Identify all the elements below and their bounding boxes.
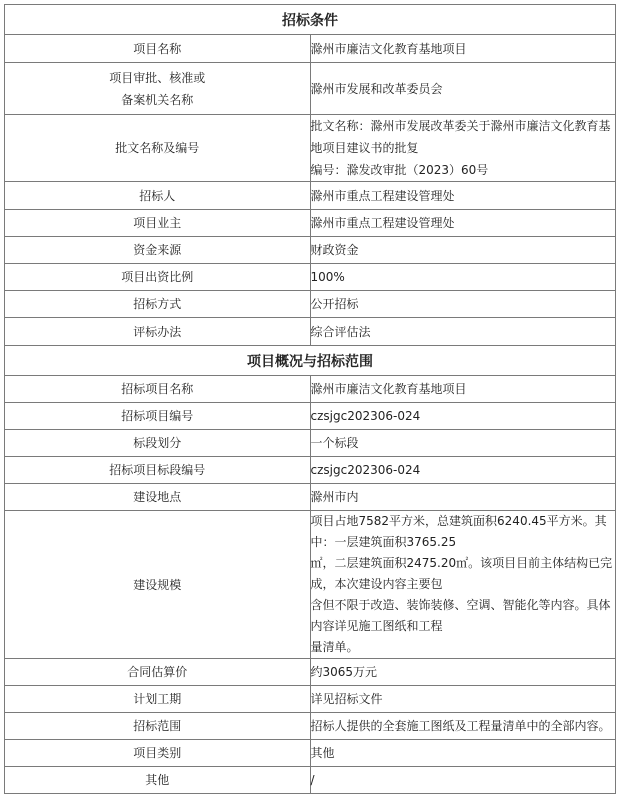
invest-ratio-value: 100% (310, 264, 616, 291)
approval-authority-value: 滁州市发展和改革委员会 (310, 63, 616, 115)
project-name-label: 项目名称 (5, 35, 311, 63)
scale-value (310, 511, 616, 659)
tender-info-table (4, 4, 616, 794)
approval-authority-label (5, 63, 311, 115)
bid-project-name-value: 滁州市廉洁文化教育基地项目 (310, 376, 616, 403)
section-title-tender-conditions: 招标条件 (5, 5, 616, 35)
other-value: / (310, 767, 616, 794)
funding-value: 财政资金 (310, 237, 616, 264)
bid-project-name-label: 招标项目名称 (5, 376, 311, 403)
section-no-label: 招标项目标段编号 (5, 457, 311, 484)
section-division-label: 标段划分 (5, 430, 311, 457)
bid-project-no-value: czsjgc202306-024 (310, 403, 616, 430)
section-no-value: czsjgc202306-024 (310, 457, 616, 484)
scale-label: 建设规模 (5, 511, 311, 659)
evaluation-label: 评标办法 (5, 318, 311, 346)
funding-label: 资金来源 (5, 237, 311, 264)
owner-label: 项目业主 (5, 210, 311, 237)
category-value: 其他 (310, 740, 616, 767)
period-label: 计划工期 (5, 686, 311, 713)
tender-range-value: 招标人提供的全套施工图纸及工程量清单中的全部内容。 (310, 713, 616, 740)
scale-line: 含但不限于改造、装饰装修、空调、智能化等内容。具体内容详见施工图纸和工程 (310, 598, 611, 633)
tender-method-value: 公开招标 (310, 291, 616, 318)
tender-method-label: 招标方式 (5, 291, 311, 318)
bid-project-no-label: 招标项目编号 (5, 403, 311, 430)
section-division-value: 一个标段 (310, 430, 616, 457)
scale-line: 项目占地7582平方米，总建筑面积6240.45平方米。其中：一层建筑面积3765.25 (310, 514, 607, 549)
evaluation-value: 综合评估法 (310, 318, 616, 346)
scale-line: 量清单。 (310, 640, 359, 654)
tender-range-label: 招标范围 (5, 713, 311, 740)
approval-doc-name: 批文名称：滁州市发展改革委关于滁州市廉洁文化教育基地项目建议书的批复 (310, 119, 611, 155)
invest-ratio-label: 项目出资比例 (5, 264, 311, 291)
period-value: 详见招标文件 (310, 686, 616, 713)
approval-doc-value (310, 115, 616, 182)
owner-value: 滁州市重点工程建设管理处 (310, 210, 616, 237)
approval-authority-label-line2: 备案机关名称 (121, 92, 194, 107)
project-name-value: 滁州市廉洁文化教育基地项目 (310, 35, 616, 63)
other-label: 其他 (5, 767, 311, 794)
scale-line: ㎡，二层建筑面积2475.20㎡。该项目目前主体结构已完成，本次建设内容主要包 (310, 556, 613, 591)
contract-price-value: 约3065万元 (310, 659, 616, 686)
approval-authority-label-line1: 项目审批、核准或 (109, 70, 206, 85)
category-label: 项目类别 (5, 740, 311, 767)
location-label: 建设地点 (5, 484, 311, 511)
contract-price-label: 合同估算价 (5, 659, 311, 686)
tenderer-value: 滁州市重点工程建设管理处 (310, 182, 616, 210)
approval-doc-number: 编号：滁发改审批（2023）60号 (310, 163, 489, 177)
tenderer-label: 招标人 (5, 182, 311, 210)
approval-doc-label: 批文名称及编号 (5, 115, 311, 182)
section-title-project-scope: 项目概况与招标范围 (5, 346, 616, 376)
location-value: 滁州市内 (310, 484, 616, 511)
